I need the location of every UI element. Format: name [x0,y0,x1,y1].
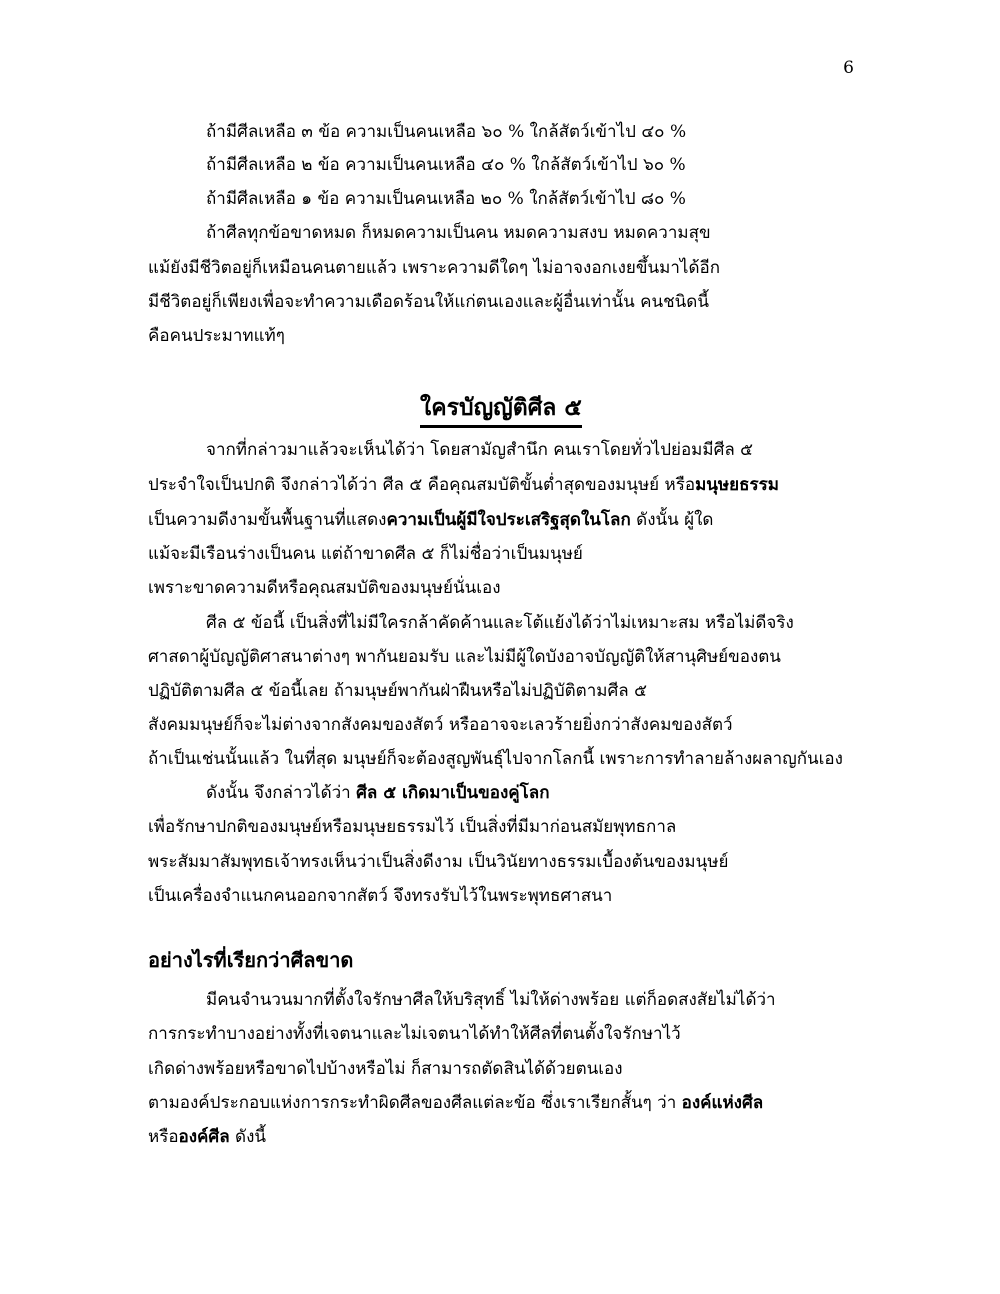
s1-p1-line-3 [148,508,713,532]
s1-p3-line-2: เพื่อรักษาปกติของมนุษย์หรือมนุษยธรรมไว้ เป็นสิ่งที่มีมาก่อนสมัยพุทธกาล [148,817,677,837]
text-run: เป็นความดีงามขั้นพื้นฐานที่แสดง [148,510,387,530]
intro-line-6: มีชีวิตอยู่ก็เพียงเพื่อจะทำความเดือดร้อนให้แก่ตนเองและผู้อื่นเท่านั้น คนชนิดนี้ [148,292,709,312]
s1-p2-line-5: ถ้าเป็นเช่นนั้นแล้ว ในที่สุด มนุษย์ก็จะต้องสูญพันธุ์ไปจากโลกนี้ เพราะการทำลายล้างผลาญกันเอง [148,749,843,769]
text-run: ดังนั้น ผู้ใด [630,510,714,530]
intro-line-5: แม้ยังมีชีวิตอยู่ก็เหมือนคนตายแล้ว เพราะความดีใดๆ ไม่อาจงอกเงยขึ้นมาได้อีก [148,258,720,278]
s2-line-5 [148,1125,266,1149]
s2-line-2: การกระทำบางอย่างทั้งที่เจตนาและไม่เจตนาได้ทำให้ศีลที่ตนตั้งใจรักษาไว้ [148,1024,681,1044]
s1-p1-line-1: จากที่กล่าวมาแล้วจะเห็นได้ว่า โดยสามัญสำนึก คนเราโดยทั่วไปย่อมมีศีล ๕ [206,440,754,460]
intro-line-7: คือคนประมาทแท้ๆ [148,326,285,346]
section-heading-text: ใครบัญญัติศีล ๕ [420,394,582,428]
s1-p2-line-1: ศีล ๕ ข้อนี้ เป็นสิ่งที่ไม่มีใครกล้าคัดค้านและโต้แย้งได้ว่าไม่เหมาะสม หรือไม่ดีจริง [206,613,794,633]
intro-line-2: ถ้ามีศีลเหลือ ๒ ข้อ ความเป็นคนเหลือ ๔๐ % ใกล้สัตว์เข้าไป ๖๐ % [206,155,686,175]
intro-line-3: ถ้ามีศีลเหลือ ๑ ข้อ ความเป็นคนเหลือ ๒๐ % ใกล้สัตว์เข้าไป ๘๐ % [206,189,686,209]
text-run: ประจำใจเป็นปกติ จึงกล่าวได้ว่า ศีล ๕ คือคุณสมบัติขั้นต่ำสุดของมนุษย์ หรือ [148,475,696,495]
text-run: หรือ [148,1127,179,1147]
text-run: ดังนี้ [229,1127,267,1147]
s1-p2-line-2: ศาสดาผู้บัญญัติศาสนาต่างๆ พากันยอมรับ และไม่มีผู้ใดบังอาจบัญญัติให้สานุศิษย์ของตน [148,647,781,667]
s1-p2-line-4: สังคมมนุษย์ก็จะไม่ต่างจากสังคมของสัตว์ หรืออาจจะเลวร้ายยิ่งกว่าสังคมของสัตว์ [148,715,733,735]
bold-term: ศีล ๕ เกิดมาเป็นของคู่โลก [356,783,550,803]
intro-line-1: ถ้ามีศีลเหลือ ๓ ข้อ ความเป็นคนเหลือ ๖๐ % ใกล้สัตว์เข้าไป ๔๐ % [206,122,687,142]
s1-p1-line-4: แม้จะมีเรือนร่างเป็นคน แต่ถ้าขาดศีล ๕ ก็ไม่ชื่อว่าเป็นมนุษย์ [148,544,583,564]
section-heading-broken-precepts: อย่างไรที่เรียกว่าศีลขาด [148,948,354,972]
text-run: ตามองค์ประกอบแห่งการกระทำผิดศีลของศีลแต่ละข้อ ซึ่งเราเรียกสั้นๆ ว่า [148,1093,682,1113]
s2-line-1: มีคนจำนวนมากที่ตั้งใจรักษาศีลให้บริสุทธิ์ ไม่ให้ด่างพร้อย แต่ก็อดสงสัยไม่ได้ว่า [206,990,776,1010]
s2-line-4 [148,1091,763,1115]
bold-term: มนุษยธรรม [695,475,779,495]
s1-p3-line-4: เป็นเครื่องจำแนกคนออกจากสัตว์ จึงทรงรับไว้ในพระพุทธศาสนา [148,886,613,906]
s1-p1-line-5: เพราะขาดความดีหรือคุณสมบัติของมนุษย์นั่นเอง [148,578,501,598]
page-number: 6 [843,58,854,78]
text-run: ดังนั้น จึงกล่าวได้ว่า [206,783,357,803]
bold-term: องค์แห่งศีล [681,1093,764,1113]
s1-p3-line-1 [206,781,550,805]
s1-p2-line-3: ปฏิบัติตามศีล ๕ ข้อนี้เลย ถ้ามนุษย์พากันฝ่าฝืนหรือไม่ปฏิบัติตามศีล ๕ [148,681,647,701]
bold-term: องค์ศีล [178,1127,230,1147]
bold-term: ความเป็นผู้มีใจประเสริฐสุดในโลก [386,510,631,530]
s1-p3-line-3: พระสัมมาสัมพุทธเจ้าทรงเห็นว่าเป็นสิ่งดีงาม เป็นวินัยทางธรรมเบื้องต้นของมนุษย์ [148,852,729,872]
s2-line-3: เกิดด่างพร้อยหรือขาดไปบ้างหรือไม่ ก็สามารถตัดสินได้ด้วยตนเอง [148,1059,623,1079]
section-heading-who-set-precepts [420,390,582,426]
s1-p1-line-2 [148,473,779,497]
intro-line-4: ถ้าศีลทุกข้อขาดหมด ก็หมดความเป็นคน หมดความสงบ หมดความสุข [206,223,711,243]
